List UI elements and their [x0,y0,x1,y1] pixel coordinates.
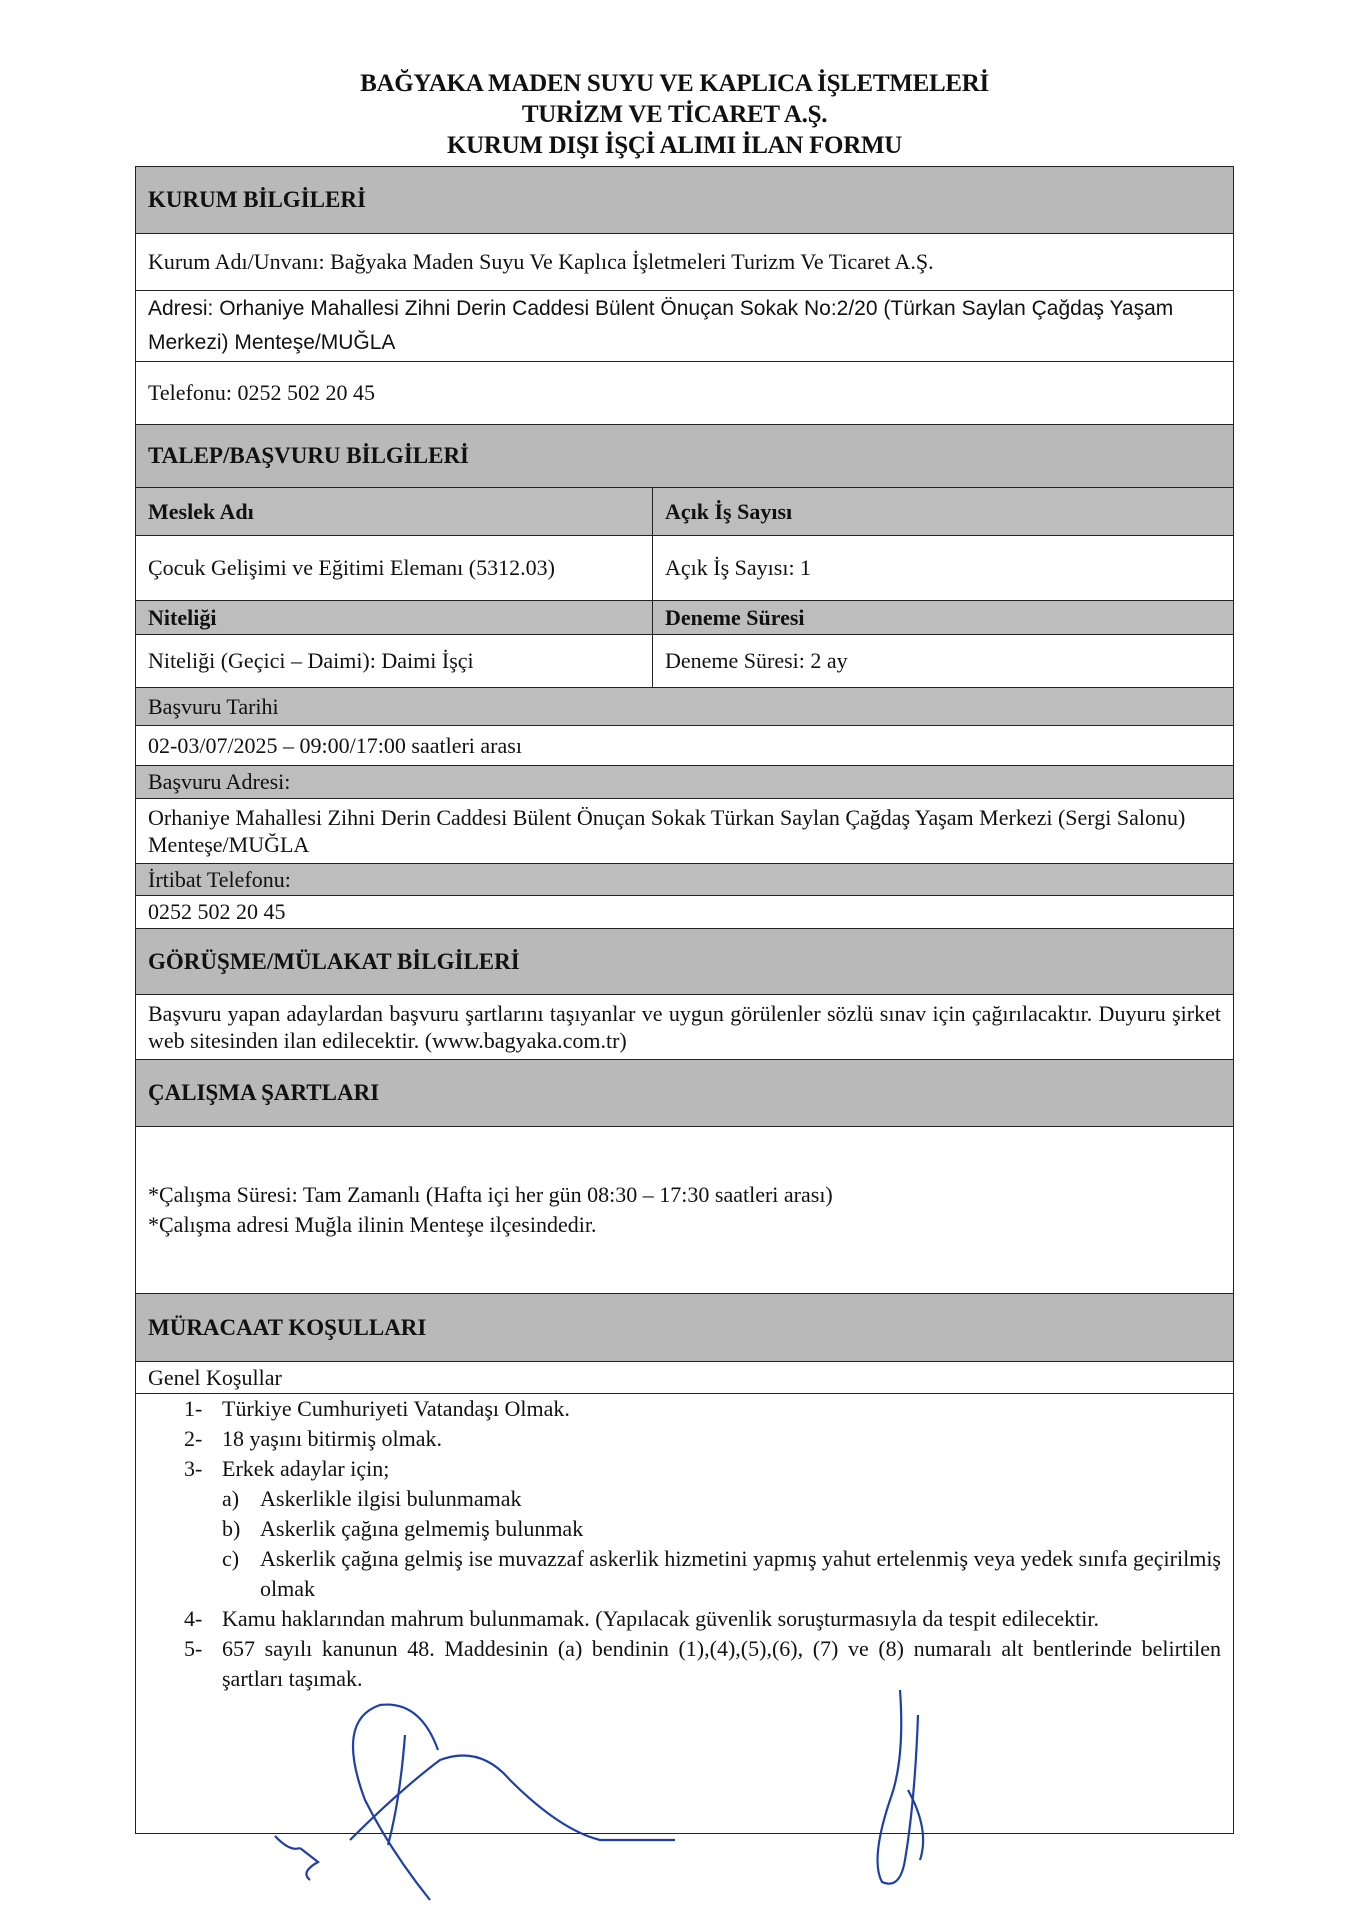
basvuru-adres-label: Başvuru Adresi: [136,766,1233,799]
kurum-address: Adresi: Orhaniye Mahallesi Zihni Derin Caddesi Bülent Önuçan Sokak No:2/20 (Türkan Saylan Çağdaş Yaşam Merkezi) Menteşe/MUĞLA [136,291,1233,362]
kurum-phone: Telefonu: 0252 502 20 45 [136,362,1233,425]
section-gorusme-heading: GÖRÜŞME/MÜLAKAT BİLGİLERİ [136,929,1233,995]
acik-label: Açık İş Sayısı [665,498,793,524]
deneme-label: Deneme Süresi [665,604,805,630]
section-calisma-heading: ÇALIŞMA ŞARTLARI [136,1060,1233,1127]
calisma-box [136,1127,1233,1294]
condition-subitem: c) Askerlik çağına gelmiş ise muvazzaf askerlik hizmetini yapmış yahut ertelenmiş veya yedek sınıfa geçirilmiş olmak [222,1546,1221,1601]
condition-subitem: b) Askerlik çağına gelmemiş bulunmak [222,1516,584,1541]
tarih-value: 02-03/07/2025 – 09:00/17:00 saatleri arası [136,726,1233,766]
condition-item: 3- Erkek adaylar için; [184,1456,390,1481]
irtibat-value: 0252 502 20 45 [136,896,1233,929]
meslek-label: Meslek Adı [136,488,653,535]
calisma-line2: *Çalışma adresi Muğla ilinin Menteşe ilçesindedir. [148,1212,597,1237]
calisma-line1: *Çalışma Süresi: Tam Zamanlı (Hafta içi her gün 08:30 – 17:30 saatleri arası) [148,1182,833,1207]
condition-item: 2- 18 yaşını bitirmiş olmak. [184,1426,442,1451]
doc-title-line3: KURUM DIŞI İŞÇİ ALIMI İLAN FORMU [446,132,903,159]
gorusme-text: Başvuru yapan adaylardan başvuru şartlarını taşıyanlar ve uygun görülenler sözlü sınav için çağırılacaktır. Duyuru şirket web sitesinden ilan edilecektir. (www.bagyaka.com.tr) [136,995,1233,1060]
section-talep-heading: TALEP/BAŞVURU BİLGİLERİ [136,425,1233,488]
deneme-value: Deneme Süresi: 2 ay [665,648,848,673]
job-posting-form [135,166,1234,1834]
condition-item: 1- Türkiye Cumhuriyeti Vatandaşı Olmak. [184,1396,570,1421]
meslek-value: Çocuk Gelişimi ve Eğitimi Elemanı (5312.03) [136,536,653,600]
irtibat-label: İrtibat Telefonu: [136,864,1233,896]
condition-item: 5- 657 sayılı kanunun 48. Maddesinin (a) bendinin (1),(4),(5),(6), (7) ve (8) numaralı alt bentlerinde belirtilen şartları taşımak. [184,1636,1221,1691]
condition-subitem: a) Askerlikle ilgisi bulunmamak [222,1486,522,1511]
section-kurum-heading: KURUM BİLGİLERİ [136,167,1233,234]
talep-subheader-row [136,488,1233,536]
nitelik-value-row [136,635,1233,688]
acik-value: Açık İş Sayısı: 1 [665,555,812,580]
nitelik-value: Niteliği (Geçici – Daimi): Daimi İşçi [136,635,653,687]
section-muracaat-heading: MÜRACAAT KOŞULLARI [136,1294,1233,1362]
nitelik-label: Niteliği [136,601,653,634]
condition-item: 4- Kamu haklarından mahrum bulunmamak. (Yapılacak güvenlik soruşturmasıyla da tespit edilecektir. [184,1606,1099,1631]
genel-kosullar-label: Genel Koşullar [136,1362,1233,1394]
talep-value-row [136,536,1233,601]
conditions-list [136,1394,1233,1833]
kurum-name: Kurum Adı/Unvanı: Bağyaka Maden Suyu Ve Kaplıca İşletmeleri Turizm Ve Ticaret A.Ş. [136,234,1233,291]
nitelik-subheader-row [136,601,1233,635]
basvuru-adres-value: Orhaniye Mahallesi Zihni Derin Caddesi Bülent Önuçan Sokak Türkan Saylan Çağdaş Yaşam Merkezi (Sergi Salonu) Menteşe/MUĞLA [136,799,1233,864]
tarih-label: Başvuru Tarihi [136,688,1233,726]
doc-title-line1: BAĞYAKA MADEN SUYU VE KAPLICA İŞLETMELERİ [360,70,989,97]
doc-title-line2: TURİZM VE TİCARET A.Ş. [521,101,828,128]
